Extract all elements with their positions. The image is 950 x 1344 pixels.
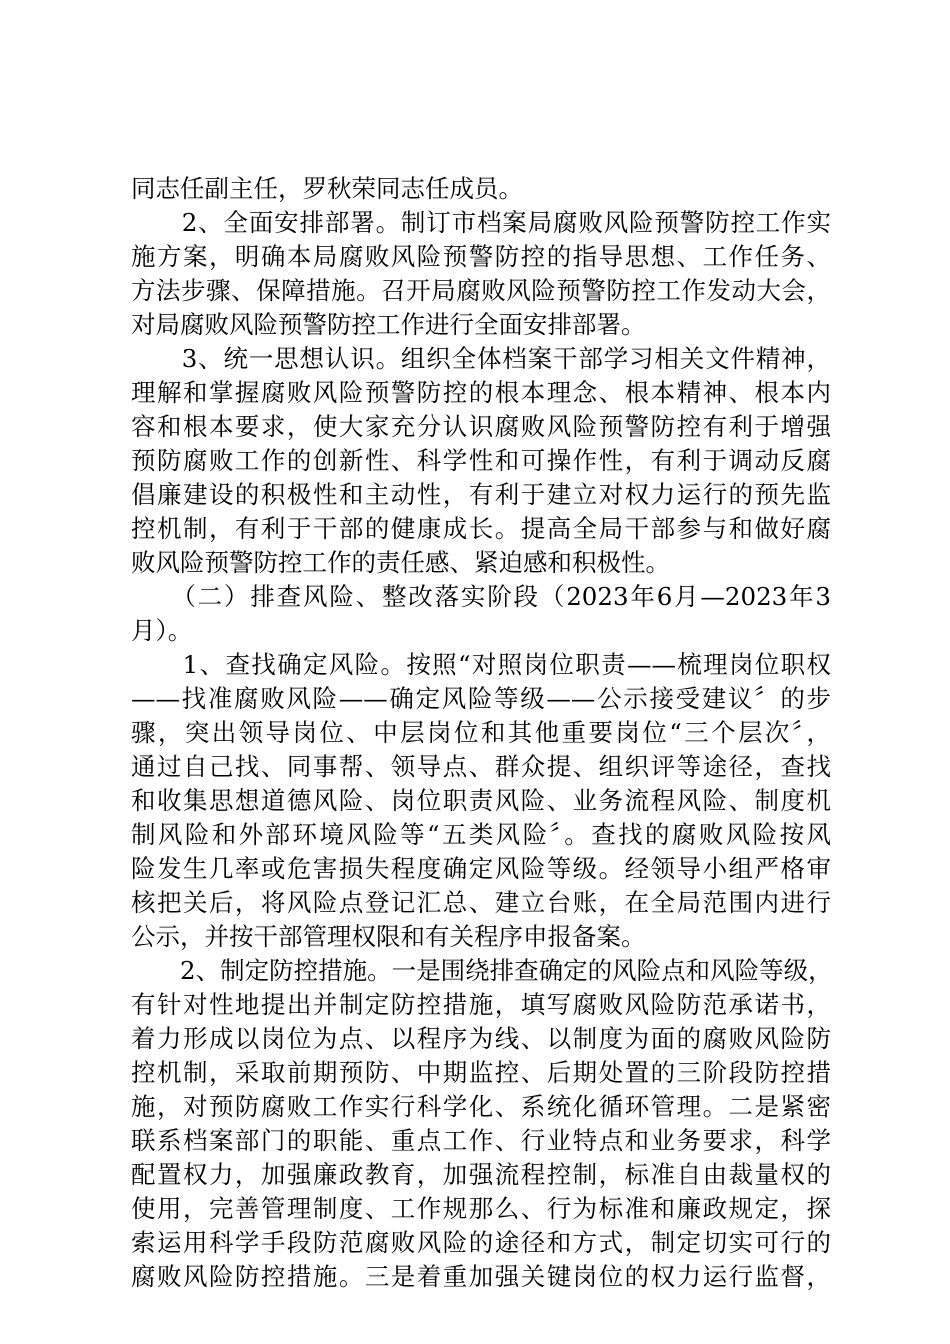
text-line: ——找准腐败风险——确定风险等级——公示接受建议〞的步: [131, 684, 831, 713]
text-line: 控机制，有利于干部的健康成长。提高全局干部参与和做好腐: [131, 514, 831, 543]
text-line: 核把关后，将风险点登记汇总、建立台账，在全局范围内进行: [131, 888, 831, 917]
text-line: 腐败风险防控措施。三是着重加强关键岗位的权力运行监督，: [131, 1262, 831, 1291]
text-line: （二）排查风险、整改落实阶段（2023年6月—2023年3: [131, 582, 831, 611]
text-line: 1、查找确定风险。按照“对照岗位职责——梳理岗位职权: [131, 650, 831, 679]
text-line: 倡廉建设的积极性和主动性，有利于建立对权力运行的预先监: [131, 480, 831, 509]
text-line: 理解和掌握腐败风险预警防控的根本理念、根本精神、根本内: [131, 378, 831, 407]
text-line: 施，对预防腐败工作实行科学化、系统化循环管理。二是紧密: [131, 1092, 831, 1121]
text-line: 2、制定防控措施。一是围绕排查确定的风险点和风险等级，: [131, 956, 833, 985]
text-line: 控机制，采取前期预防、中期监控、后期处置的三阶段防控措: [131, 1058, 831, 1087]
text-line: 败风险预警防控工作的责任感、紧迫感和积极性。: [131, 548, 670, 577]
text-line: 有针对性地提出并制定防控措施，填写腐败风险防范承诺书，: [131, 990, 831, 1019]
text-line: 预防腐败工作的创新性、科学性和可操作性，有利于调动反腐: [131, 446, 831, 475]
text-line: 联系档案部门的职能、重点工作、行业特点和业务要求，科学: [131, 1126, 831, 1155]
text-line: 2、全面安排部署。制订市档案局腐败风险预警防控工作实: [131, 208, 831, 237]
text-line: 索运用科学手段防范腐败风险的途径和方式，制定切实可行的: [131, 1228, 831, 1257]
text-line: 通过自己找、同事帮、领导点、群众提、组织评等途径，查找: [131, 752, 831, 781]
text-line: 施方案，明确本局腐败风险预警防控的指导思想、工作任务、: [131, 242, 831, 271]
text-line: 对局腐败风险预警防控工作进行全面安排部署。: [131, 310, 646, 339]
text-line: 配置权力，加强廉政教育，加强流程控制，标准自由裁量权的: [131, 1160, 831, 1189]
text-line: 容和根本要求，使大家充分认识腐败风险预警防控有利于增强: [131, 412, 831, 441]
text-line: 月）。: [131, 616, 193, 645]
text-line: 着力形成以岗位为点、以程序为线、以制度为面的腐败风险防: [131, 1024, 831, 1053]
text-line: 险发生几率或危害损失程度确定风险等级。经领导小组严格审: [131, 854, 831, 883]
text-line: 公示，并按干部管理权限和有关程序申报备案。: [131, 922, 646, 951]
text-line: 和收集思想道德风险、岗位职责风险、业务流程风险、制度机: [131, 786, 831, 815]
text-line: 3、统一思想认识。组织全体档案干部学习相关文件精神，: [131, 344, 831, 373]
text-line: 同志任副主任，罗秋荣同志任成员。: [131, 174, 523, 203]
text-line: 方法步骤、保障措施。召开局腐败风险预警防控工作发动大会，: [131, 276, 831, 305]
text-line: 骤，突出领导岗位、中层岗位和其他重要岗位“三个层次〞，: [131, 718, 831, 747]
text-line: 使用，完善管理制度、工作规那么、行为标准和廉政规定，探: [131, 1194, 831, 1223]
text-line: 制风险和外部环境风险等“五类风险〞。查找的腐败风险按风: [131, 820, 831, 849]
